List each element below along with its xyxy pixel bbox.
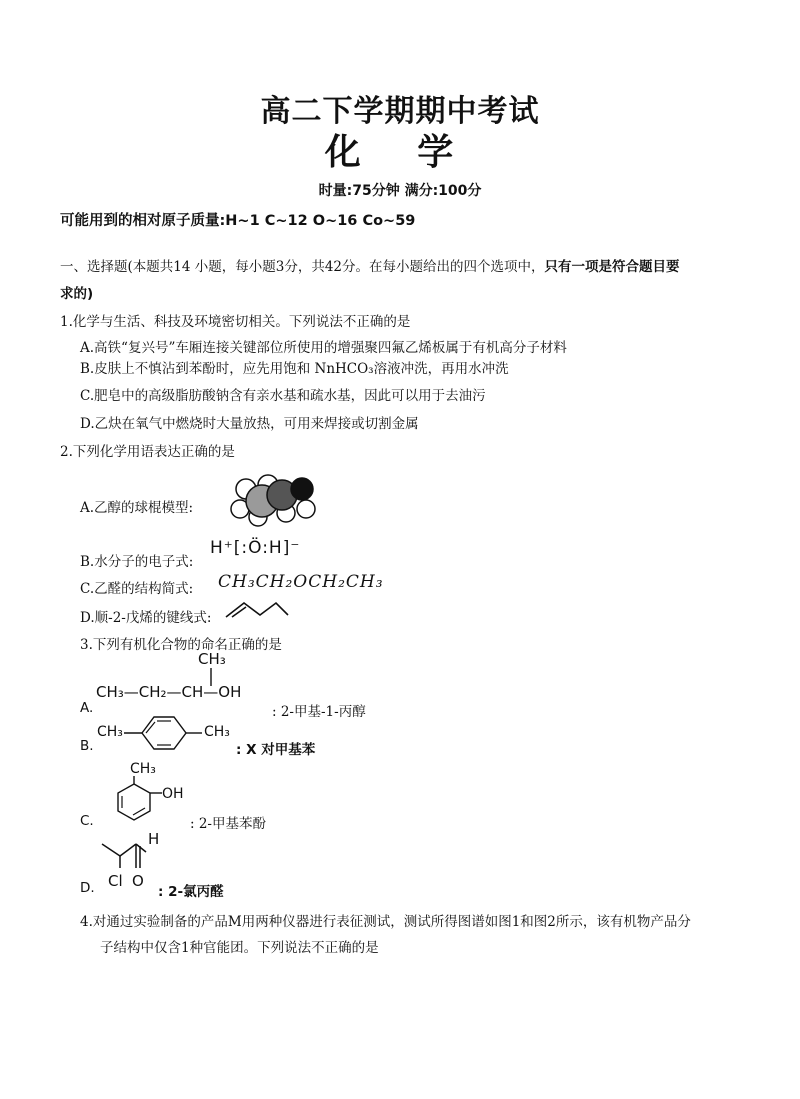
q1-option-d: D.乙炔在氧气中燃烧时大量放热，可用来焊接或切割金属 — [80, 416, 419, 432]
q3-option-a-letter: A. — [80, 700, 94, 716]
q2-option-b: B.水分子的电子式: — [80, 554, 194, 570]
q3b-left-methyl: CH₃ — [97, 724, 123, 740]
q3a-formula: CH₃—CH₂—CH—OH — [96, 683, 242, 701]
atomic-mass-line: 可能用到的相对原子质量:H~1 C~12 O~16 Co~59 — [60, 213, 416, 229]
section-intro-line2: 求的) — [60, 286, 94, 302]
q3-stem: 3.下列有机化合物的命名正确的是 — [80, 637, 282, 653]
q3d-name: : 2-氯丙醛 — [158, 884, 224, 900]
q3b-benzene-ring — [124, 712, 204, 758]
q3c-hydroxyl: OH — [162, 786, 184, 802]
q3a-branch: CH₃ — [198, 650, 226, 668]
q3c-name: : 2-甲基苯酚 — [190, 816, 266, 832]
q3d-hydrogen: H — [148, 830, 160, 848]
q3d-oxygen: O — [132, 872, 144, 890]
q3b-name: : X 对甲基苯 — [236, 742, 316, 758]
cis-2-pentene-skeletal — [222, 597, 290, 621]
q3d-chlorine: Cl — [108, 872, 123, 890]
acetaldehyde-formula: CH₃CH₂OCH₂CH₃ — [218, 572, 384, 592]
section-intro-normal: 一、选择题(本题共14 小题，每小题3分，共42分。在每小题给出的四个选项中， — [60, 259, 545, 275]
subject-title: 化 学 — [324, 132, 476, 173]
q1-option-a: A.高铁“复兴号”车厢连接关键部位所使用的增强聚四氟乙烯板属于有机高分子材料 — [80, 340, 567, 356]
q4-stem-line1: 4.对通过实验制备的产品M用两种仪器进行表征测试，测试所得图谱如图1和图2所示，该有机物产品分 — [80, 914, 691, 930]
q3-option-c-letter: C. — [80, 813, 94, 829]
q1-option-b: B.皮肤上不慎沾到苯酚时，应先用饱和 NnHCO₃溶液冲洗，再用水冲洗 — [80, 361, 509, 377]
ethanol-ball-stick-model — [218, 465, 318, 530]
exam-title: 高二下学期期中考试 — [260, 94, 540, 129]
time-score: 时量:75分钟 满分:100分 — [318, 183, 482, 199]
q3-option-b-letter: B. — [80, 738, 94, 754]
q3b-right-methyl: CH₃ — [204, 724, 230, 740]
q1-option-c: C.肥皂中的高级脂肪酸钠含有亲水基和疏水基，因此可以用于去油污 — [80, 388, 486, 404]
q3c-methyl: CH₃ — [130, 761, 156, 777]
section-intro-bold: 只有一项是符合题目要 — [544, 259, 680, 275]
q3a-name: : 2-甲基-1-丙醇 — [272, 704, 366, 720]
q2-option-d: D.顺-2-戊烯的键线式: — [80, 610, 212, 626]
q4-stem-line2: 子结构中仅含1种官能团。下列说法不正确的是 — [100, 940, 379, 956]
water-electron-formula: H⁺[:Ö:H]⁻ — [210, 538, 301, 558]
q2-option-c: C.乙醛的结构简式: — [80, 581, 194, 597]
section-intro-line1 — [60, 255, 680, 275]
q1-stem: 1.化学与生活、科技及环境密切相关。下列说法不正确的是 — [60, 314, 411, 330]
q2-stem: 2.下列化学用语表达正确的是 — [60, 444, 235, 460]
q2-option-a: A.乙醇的球棍模型: — [80, 500, 194, 516]
q3c-benzene-ring — [102, 776, 164, 826]
q3-option-d-letter: D. — [80, 880, 95, 896]
